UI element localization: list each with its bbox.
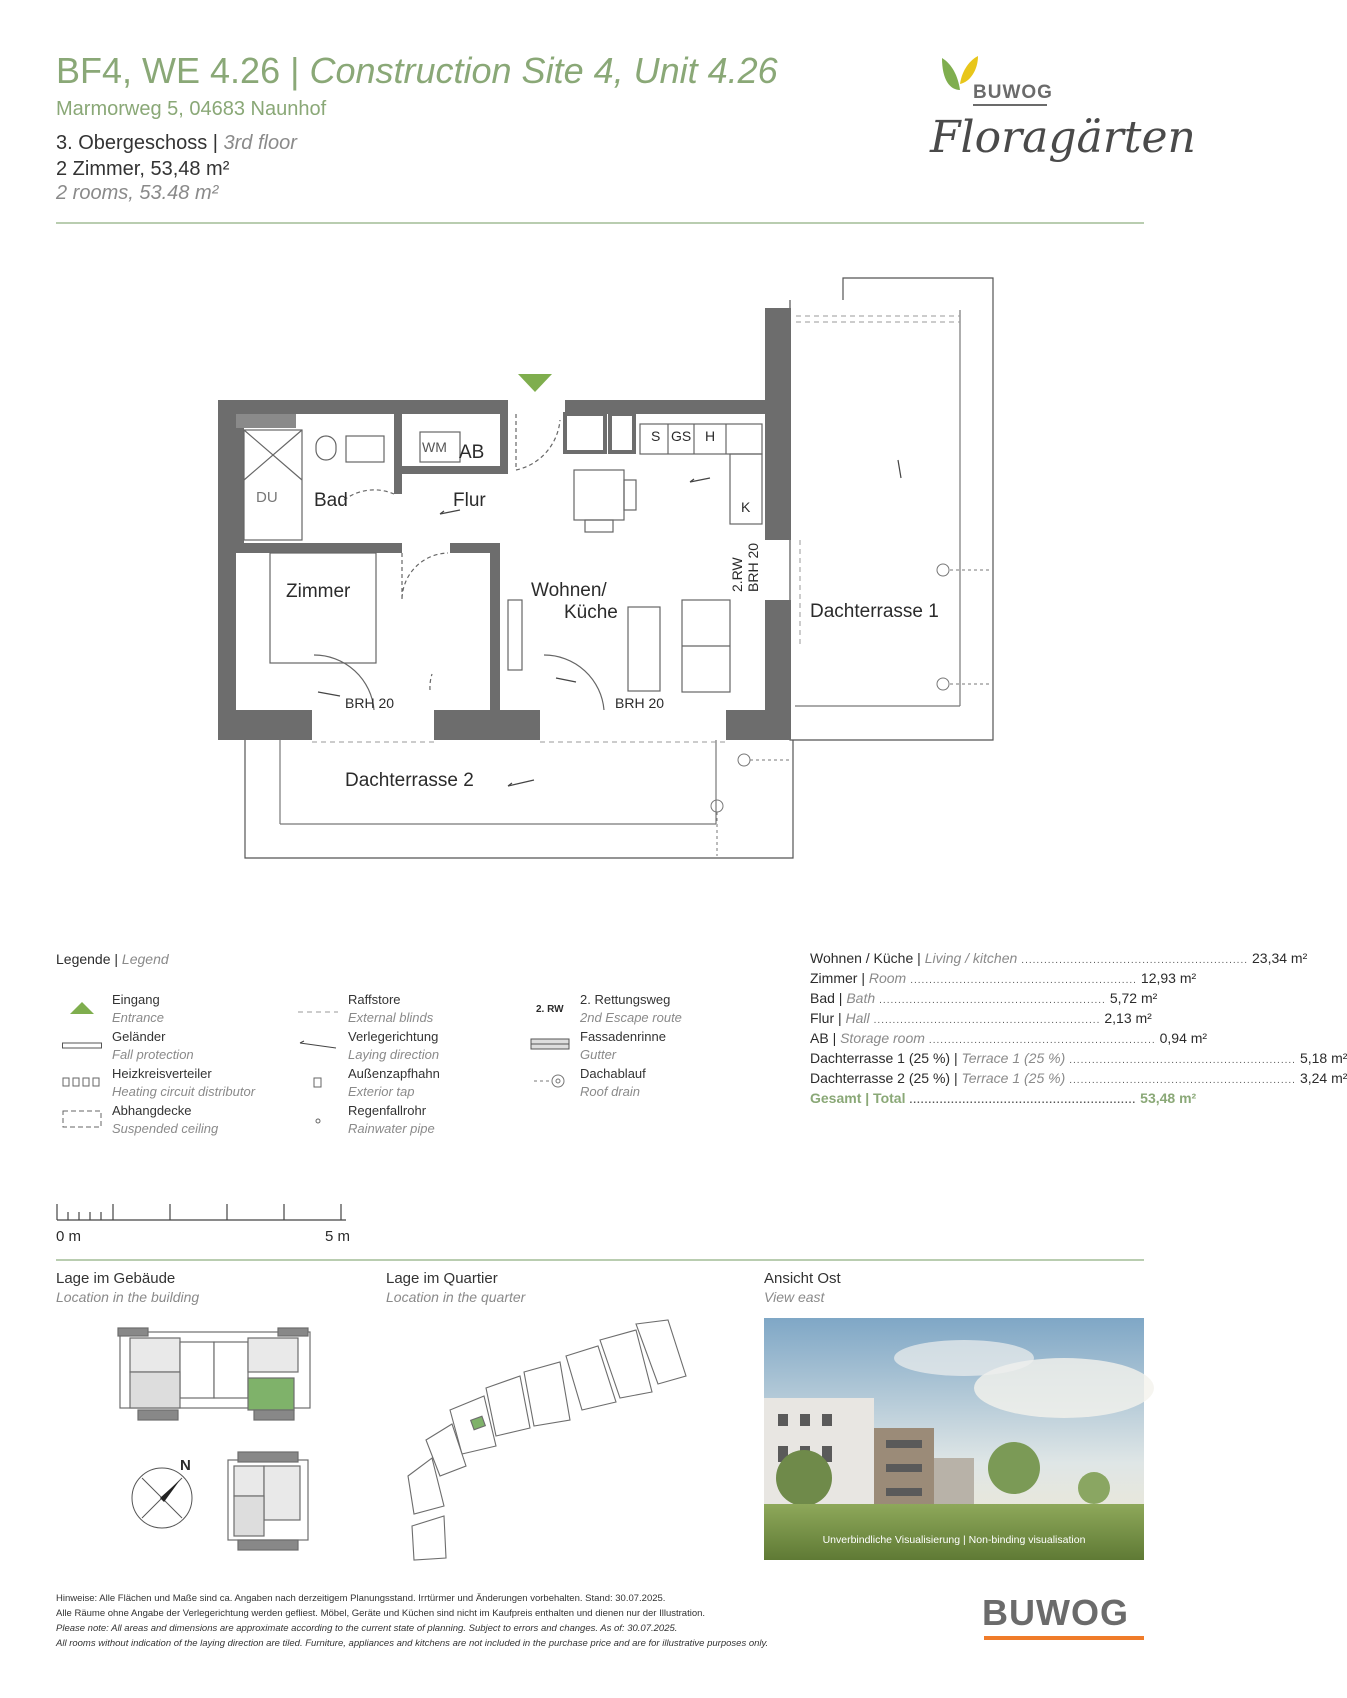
photo-caption: Unverbindliche Visualisierung | Non-binding visualisation [822,1534,1086,1546]
floor-de: 3. Obergeschoss | [56,132,224,154]
legend-item: Verlegerichtung Laying direction [348,1029,440,1062]
label-ab: AB [459,442,485,463]
view-subtitle: View east [764,1289,825,1305]
entrance-marker [518,374,552,392]
label-rw: 2.RW [729,557,745,592]
entrance-triangle-icon [70,1002,94,1016]
label-h: H [705,428,716,444]
terrace-1-outline [790,278,993,740]
footnote-line: Alle Räume ohne Angabe der Verlegerichtung werden gefliest. Möbel, Geräte und Küchen sind nicht im Kaufpreis enthalten und dienen nur der Illustration. [56,1608,706,1619]
scale-bar [56,1198,356,1224]
legend-item: 2. Rettungsweg 2nd Escape route [580,992,682,1025]
legend-title-de: Legende | [56,951,122,967]
label-zimmer: Zimmer [286,581,351,602]
label-dachterrasse-2: Dachterrasse 2 [345,770,474,791]
footnote-line: Please note: All areas and dimensions are approximate according to the current state of planning. Subject to errors and changes. As of: 30.07.2025. [56,1623,678,1634]
heating-distributor-icon [62,1077,102,1087]
laying-direction-icon [298,1040,338,1050]
view-title: Ansicht Ost [764,1270,841,1287]
label-flur: Flur [453,490,486,511]
area-row: Dachterrasse 1 (25 %) | Terrace 1 (25 %) ............................................................ 5,18 m² [810,1050,1347,1066]
building-subtitle: Location in the building [56,1289,200,1305]
roof-drain-icon [534,1074,568,1088]
escape-route-icon: 2. RW [536,1004,564,1015]
building-visualisation-image [764,1318,1144,1560]
area-total-row: Gesamt | Total ............................................................ 53,48 m² [810,1090,1197,1106]
label-gs: GS [671,428,692,444]
rooms-de: 2 Zimmer, 53,48 m² [56,158,230,180]
quarter-title: Lage im Quartier [386,1270,498,1287]
building-location-map [118,1328,318,1428]
footer-logo-bar [984,1636,1144,1640]
address: Marmorweg 5, 04683 Naunhof [56,98,327,120]
area-row: Wohnen / Küche | Living / kitchen ............................................................ 23,34 m² [810,950,1308,966]
footer-logo: BUWOG [982,1592,1129,1633]
label-brh-3: BRH 20 [745,542,761,592]
area-row: Flur | Hall ............................................................ 2,13 m² [810,1010,1152,1026]
label-wohnen: Wohnen/ [531,580,607,601]
footnote [56,1591,936,1651]
quarter-subtitle: Location in the quarter [386,1289,526,1305]
legend-item: Abhangdecke Suspended ceiling [112,1103,219,1136]
label-dachterrasse-1: Dachterrasse 1 [810,601,939,622]
area-row: AB | Storage room ............................................................ 0,94 m² [810,1030,1208,1046]
terrace-2-outline [245,740,793,858]
quarter-location-map [400,1316,700,1566]
legend-title-en: Legend [121,951,169,967]
area-row: Dachterrasse 2 (25 %) | Terrace 1 (25 %) ............................................................ 3,24 m² [810,1070,1347,1086]
legend-item: Heizkreisverteiler Heating circuit distributor [112,1066,256,1099]
area-row: Bad | Bath ............................................................ 5,72 m² [810,990,1158,1006]
legend-item: Dachablauf Roof drain [580,1066,646,1099]
title-de: BF4, WE 4.26 | [56,50,310,91]
railing-icon [62,1042,102,1050]
label-du: DU [256,489,278,506]
rainwater-pipe-icon [315,1118,321,1124]
legend-item: Raffstore External blinds [348,992,434,1025]
label-kueche: Küche [564,602,618,623]
area-row: Zimmer | Room ............................................................ 12,93 m² [810,970,1197,986]
scale-start: 0 m [56,1228,82,1245]
label-s: S [651,428,661,444]
scale-end: 5 m [325,1228,351,1245]
legend-item: Außenzapfhahn Exterior tap [348,1066,440,1099]
footnote-line: Hinweise: Alle Flächen und Maße sind ca. Angaben nach derzeitigem Planungsstand. Irrtürmer und Änderungen vorbehalten. Stand: 30.07.2025. [56,1593,666,1604]
label-wm: WM [422,439,447,455]
title-en: Construction Site 4, Unit 4.26 [309,50,778,91]
legend-item: Regenfallrohr Rainwater pipe [348,1103,435,1136]
label-bad: Bad [314,490,348,511]
footnote-line: All rooms without indication of the laying direction are tiled. Furniture, appliances and kitchens are not included in the purchase price and are for illustrative purposes only. [56,1638,769,1649]
building-title: Lage im Gebäude [56,1270,176,1287]
walls [218,308,791,740]
area-table [810,950,1347,1110]
logo-project: Floragärten [930,112,1196,163]
exterior-tap-icon [313,1077,323,1089]
legend-title [56,951,169,967]
building-floor-outline [224,1450,312,1554]
label-brh-2: BRH 20 [615,695,665,711]
north-label: N [180,1457,191,1474]
suspended-ceiling-icon [62,1110,102,1128]
floor-en: 3rd floor [223,132,297,154]
legend-item: Geländer Fall protection [112,1029,194,1062]
section-divider [56,1259,1144,1261]
floor-plan [0,0,1200,900]
label-brh-1: BRH 20 [345,695,395,711]
logo-brand: BUWOG [973,82,1053,103]
rooms-en: 2 rooms, 53.48 m² [56,182,219,204]
label-k: K [741,499,751,515]
legend-item: Fassadenrinne Gutter [580,1029,666,1062]
gutter-icon [530,1038,570,1050]
legend-item: Eingang Entrance [112,992,165,1025]
blinds-icon [298,1010,338,1014]
